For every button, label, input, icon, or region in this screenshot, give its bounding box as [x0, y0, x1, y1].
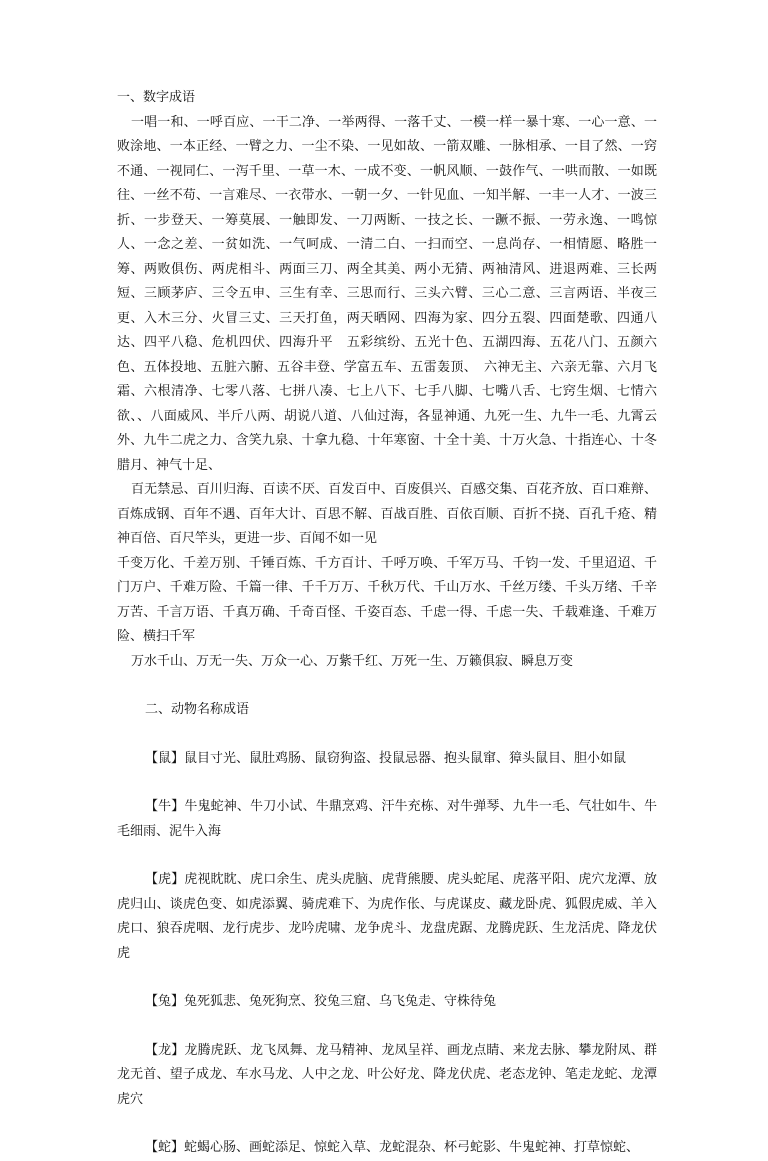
animal-paragraph-snake	[117, 1136, 657, 1161]
spacer	[117, 1015, 657, 1039]
animal-label: 【鼠】	[145, 750, 185, 766]
paragraph-hundred: 百无禁忌、百川归海、百读不厌、百发百中、百废俱兴、百感交集、百花齐放、百口难辩、百炼成钢、百年不遇、百年大计、百思不解、百战百胜、百依百顺、百折不挠、百孔千疮、精神百倍、百尺竿头，更进一步、百闻不如一见	[117, 482, 657, 546]
spacer	[117, 1112, 657, 1136]
animal-idioms: 蛇蝎心肠、画蛇添足、惊蛇入草、龙蛇混杂、杯弓蛇影、牛鬼蛇神、打草惊蛇、	[184, 1140, 640, 1155]
section-title: 二、动物名称成语	[145, 702, 250, 717]
paragraph-thousand: 千变万化、千差万别、千锤百炼、千方百计、千呼万唤、千军万马、千钧一发、千里迢迢、千门万户、千难万险、千篇一律、千千万万、千秋万代、千山万水、千丝万缕、千头万绪、千辛万苦、千言万语、千真万确、千奇百怪、千姿百态、千虑一得、千虑一失、千载难逢、千难万险、横扫千军	[117, 555, 657, 644]
animal-label: 【龙】	[145, 1042, 185, 1058]
animal-paragraph-rat	[117, 747, 657, 772]
paragraph-one-to-ten: 一唱一和、一呼百应、一干二净、一举两得、一落千丈、一模一样一暴十寒、一心一意、一败涂地、一本正经、一臂之力、一尘不染、一见如故、一箭双雕、一脉相承、一目了然、一窍不通、一视同仁、一泻千里、一草一木、一成不变、一帆风顺、一鼓作气、一哄而散、一如既往、一丝不苟、一言难尽、一衣带水、一朝一夕、一针见血、一知半解、一丰一人才、一波三折、一步登天、一筹莫展、一触即发、一刀两断、一技之长、一蹶不振、一劳永逸、一鸣惊人、一念之差、一贫如洗、一气呵成、一清二白、一扫而空、一息尚存、一相情愿、略胜一筹、两败俱伤、两虎相斗、两面三刀、两全其美、两小无猜、两袖清风、进退两难、三长两短、三顾茅庐、三令五申、三生有幸、三思而行、三头六臂、三心二意、三言两语、半夜三更、入木三分、火冒三丈、三天打鱼，两天晒网、四海为家、四分五裂、四面楚歌、四通八达、四平八稳、危机四伏、四海升平 五彩缤纷、五光十色、五湖四海、五花八门、五颜六色、五体投地、五脏六腑、五谷丰登、学富五车、五雷轰顶、 六神无主、六亲无靠、六月飞霜、六根清净、七零八落、七拼八凑、七上八下、七手八脚、七嘴八舌、七窍生烟、七情六欲、、八面威风、半斤八两、胡说八道、八仙过海，各显神通、九死一生、九牛一毛、九霄云外、九牛二虎之力、含笑九泉、十拿九稳、十年寒窗、十全十美、十万火急、十指连心、十冬腊月、神气十足、	[117, 114, 657, 473]
animal-paragraph-tiger	[117, 868, 657, 966]
spacer	[117, 844, 657, 868]
animal-label: 【兔】	[145, 994, 185, 1009]
spacer	[117, 966, 657, 990]
section-number-idioms	[117, 86, 657, 1161]
animal-idioms: 龙腾虎跃、龙飞凤舞、龙马精神、龙凤呈祥、画龙点睛、来龙去脉、攀龙附凤、群龙无首、望子成龙、车水马龙、人中之龙、叶公好龙、降龙伏虎、老态龙钟、笔走龙蛇、龙潭虎穴	[117, 1042, 657, 1107]
spacer	[117, 723, 657, 747]
animal-idioms: 鼠目寸光、鼠肚鸡肠、鼠窃狗盗、投鼠忌器、抱头鼠窜、獐头鼠目、胆小如鼠	[184, 750, 627, 766]
animal-label: 【虎】	[145, 872, 185, 887]
animal-paragraph-rabbit	[117, 990, 657, 1015]
section-title: 一、数字成语	[117, 90, 196, 105]
animal-label: 【蛇】	[145, 1140, 185, 1155]
animal-idioms: 兔死狐悲、兔死狗烹、狡兔三窟、乌飞兔走、守株待兔	[184, 994, 497, 1009]
animal-paragraph-dragon	[117, 1039, 657, 1113]
spacer	[117, 771, 657, 795]
paragraph-ten-thousand: 万水千山、万无一失、万众一心、万紫千红、万死一生、万籁俱寂、瞬息万变	[131, 653, 574, 669]
animal-label: 【牛】	[145, 799, 185, 814]
animal-idioms: 虎视眈眈、虎口余生、虎头虎脑、虎背熊腰、虎头蛇尾、虎落平阳、虎穴龙潭、放虎归山、谈虎色变、如虎添翼、骑虎难下、为虎作伥、与虎谋皮、藏龙卧虎、狐假虎威、羊入虎口、狼吞虎咽、龙行虎步、龙吟虎啸、龙争虎斗、龙盘虎踞、龙腾虎跃、生龙活虎、降龙伏虎	[117, 872, 657, 961]
animal-idioms: 牛鬼蛇神、牛刀小试、牛鼎烹鸡、汗牛充栋、对牛弹琴、九牛一毛、气壮如牛、牛毛细雨、泥牛入海	[117, 799, 657, 839]
animal-paragraph-ox	[117, 795, 657, 844]
spacer	[117, 674, 657, 698]
